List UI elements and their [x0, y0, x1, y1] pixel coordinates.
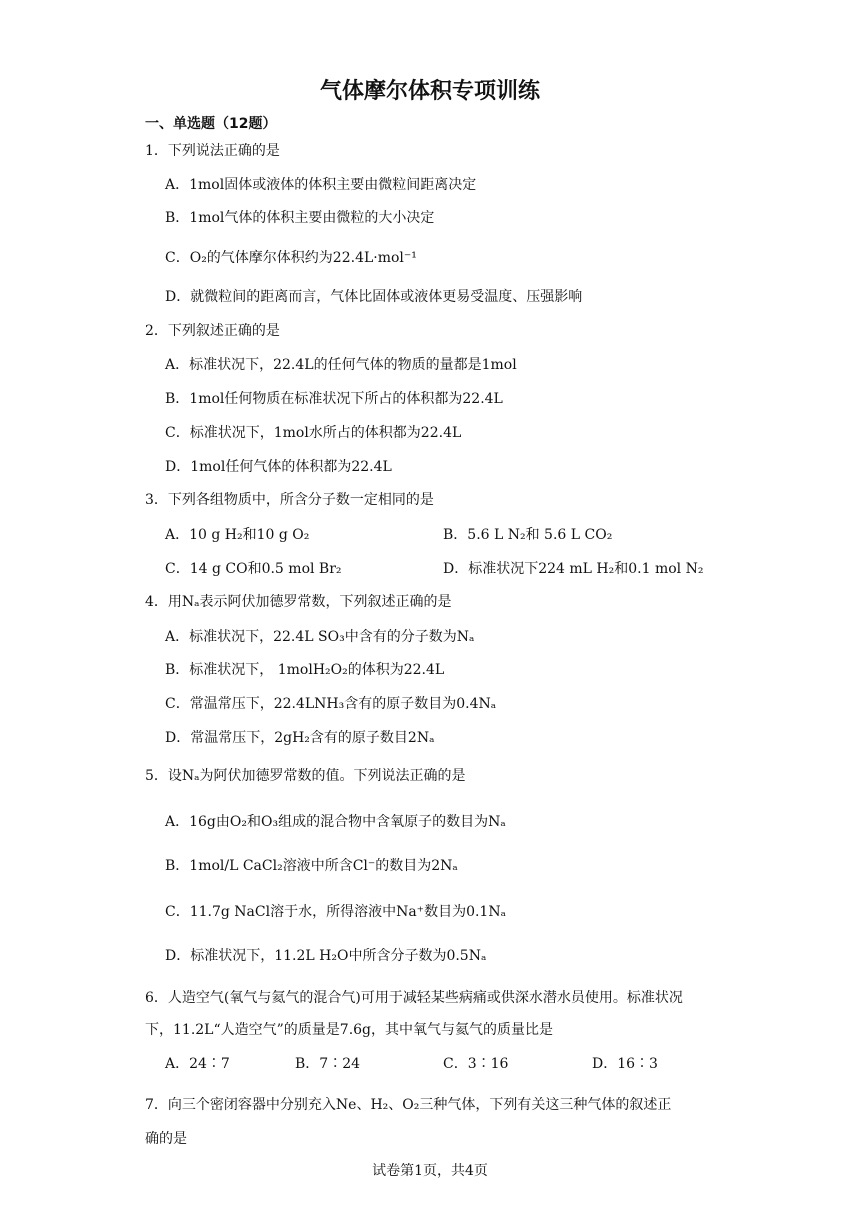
question-2-stem: 2．下列叙述正确的是 — [145, 323, 280, 339]
question-6-option-d: D．16∶3 — [592, 1056, 658, 1072]
question-7-stem-line-1: 7．向三个密闭容器中分别充入Ne、H₂、O₂三种气体，下列有关这三种气体的叙述正 — [145, 1097, 672, 1113]
question-2-option-d: D．1mol任何气体的体积都为22.4L — [165, 459, 392, 475]
question-2-option-a: A．标准状况下，22.4L的任何气体的物质的量都是1mol — [165, 357, 517, 373]
question-6-option-b: B．7∶24 — [295, 1056, 361, 1072]
question-6-option-c: C．3∶16 — [443, 1056, 509, 1072]
question-6-option-a: A．24∶7 — [165, 1056, 230, 1072]
question-4-option-d: D．常温常压下，2gH₂含有的原子数目2Nₐ — [165, 730, 435, 746]
question-4-option-a: A．标准状况下，22.4L SO₃中含有的分子数为Nₐ — [165, 629, 475, 645]
question-5-option-c: C．11.7g NaCl溶于水，所得溶液中Na⁺数目为0.1Nₐ — [165, 904, 506, 920]
page-title: 气体摩尔体积专项训练 — [319, 79, 540, 104]
question-6-stem-line-1: 6．人造空气(氧气与氦气的混合气)可用于减轻某些病痛或供深水潜水员使用。标准状况 — [145, 990, 683, 1006]
question-3-option-c: C．14 g CO和0.5 mol Br₂ — [165, 561, 342, 577]
question-3-option-a: A．10 g H₂和10 g O₂ — [165, 527, 310, 543]
question-5-option-d: D．标准状况下，11.2L H₂O中所含分子数为0.5Nₐ — [165, 948, 487, 964]
question-3-stem: 3．下列各组物质中，所含分子数一定相同的是 — [145, 492, 434, 508]
question-3-option-d: D．标准状况下224 mL H₂和0.1 mol N₂ — [443, 561, 704, 577]
question-5-option-b: B．1mol/L CaCl₂溶液中所含Cl⁻的数目为2Nₐ — [165, 858, 458, 874]
question-5-option-a: A．16g由O₂和O₃组成的混合物中含氧原子的数目为Nₐ — [165, 814, 506, 830]
question-7-stem-line-2: 确的是 — [145, 1131, 187, 1147]
section-heading: 一、单选题（12题） — [145, 116, 277, 132]
question-6-stem-line-2: 下，11.2L“人造空气”的质量是7.6g，其中氧气与氦气的质量比是 — [145, 1022, 554, 1038]
question-1-option-a: A．1mol固体或液体的体积主要由微粒间距离决定 — [165, 177, 477, 193]
question-4-option-b: B．标准状况下， 1molH₂O₂的体积为22.4L — [165, 662, 445, 678]
question-2-option-c: C．标准状况下，1mol水所占的体积都为22.4L — [165, 425, 462, 441]
question-2-option-b: B．1mol任何物质在标准状况下所占的体积都为22.4L — [165, 391, 503, 407]
question-4-option-c: C．常温常压下，22.4LNH₃含有的原子数目为0.4Nₐ — [165, 696, 497, 712]
question-3-option-b: B．5.6 L N₂和 5.6 L CO₂ — [443, 527, 613, 543]
page-footer: 试卷第1页，共4页 — [372, 1163, 488, 1179]
question-1-stem: 1．下列说法正确的是 — [145, 143, 280, 159]
question-1-option-d: D．就微粒间的距离而言，气体比固体或液体更易受温度、压强影响 — [165, 289, 583, 305]
question-1-option-b: B．1mol气体的体积主要由微粒的大小决定 — [165, 210, 435, 226]
question-4-stem: 4．用Nₐ表示阿伏加德罗常数，下列叙述正确的是 — [145, 594, 452, 610]
question-1-option-c: C．O₂的气体摩尔体积约为22.4L·mol⁻¹ — [165, 250, 417, 266]
question-5-stem: 5．设Nₐ为阿伏加德罗常数的值。下列说法正确的是 — [145, 768, 466, 784]
